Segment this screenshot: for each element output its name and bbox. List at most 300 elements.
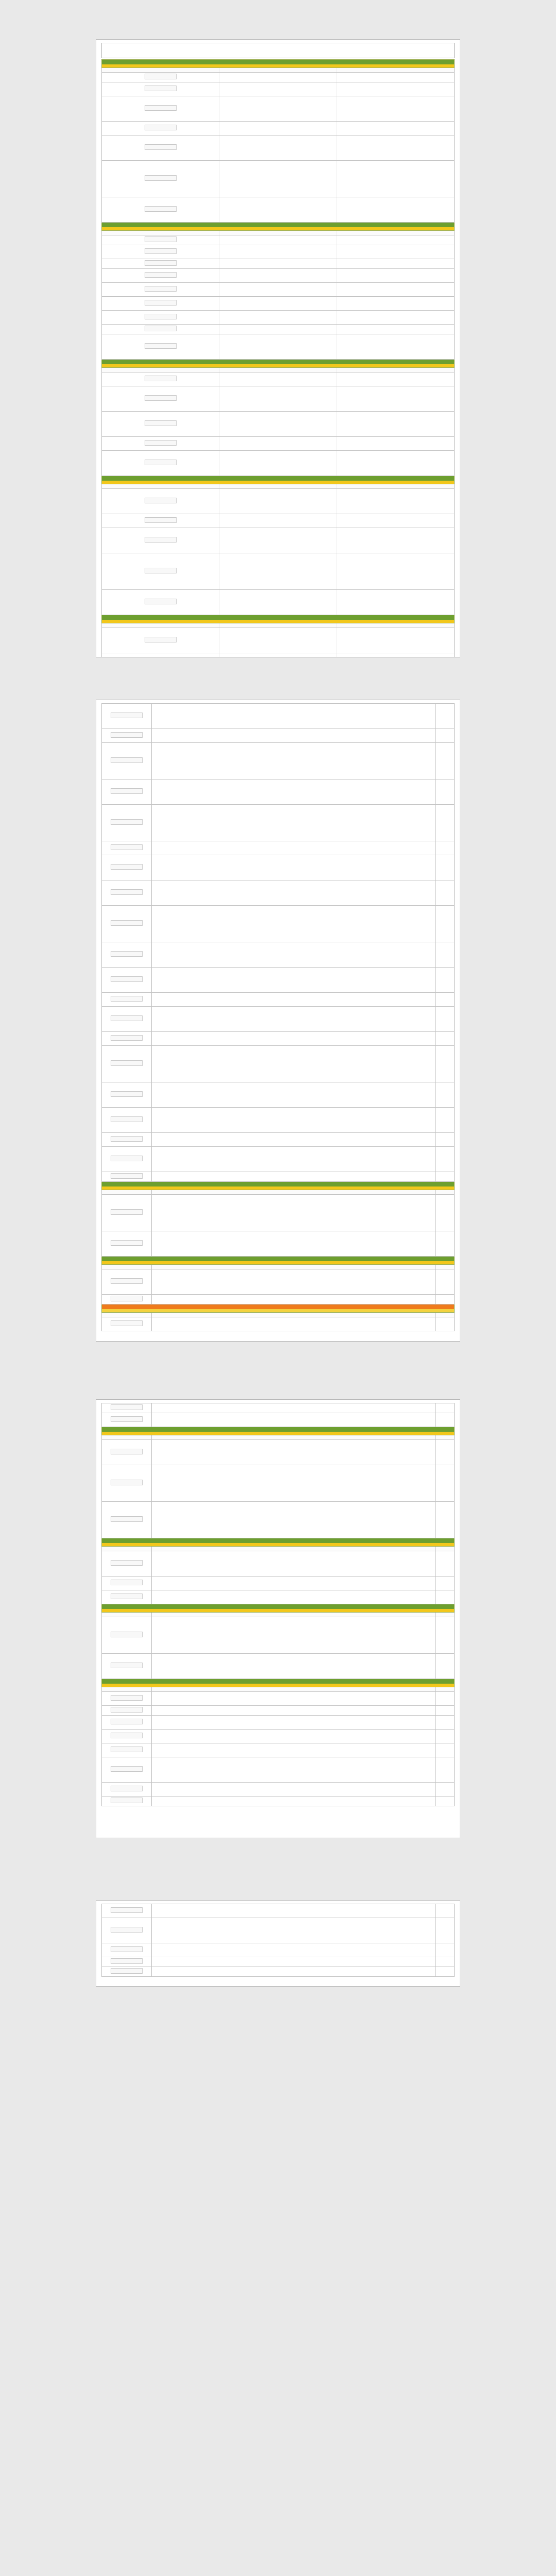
table-row: [102, 1943, 455, 1957]
row-description: [219, 283, 337, 297]
row-number: [337, 528, 454, 553]
row-price: [111, 788, 143, 794]
column-header-row: [102, 1265, 455, 1269]
row-number: [436, 1706, 455, 1716]
row-description: [152, 1590, 436, 1604]
table-row: [102, 1413, 455, 1427]
row-description: [152, 1743, 436, 1757]
row-price: [111, 1240, 143, 1246]
section-header-cell: [102, 60, 455, 68]
row-price-cell: [102, 437, 219, 451]
column-header-description: [152, 1313, 436, 1317]
section-header-cell: [102, 1304, 455, 1313]
table-row: [102, 729, 455, 743]
row-price-cell: [102, 1716, 152, 1730]
table-row: [102, 1465, 455, 1502]
row-number: [436, 906, 455, 942]
table-row: [102, 269, 455, 283]
table-row: [102, 311, 455, 325]
row-description: [152, 1551, 436, 1577]
row-price: [111, 1580, 143, 1585]
row-price-cell: [102, 311, 219, 325]
table-row: [102, 553, 455, 590]
row-price-cell: [102, 1590, 152, 1604]
row-number: [337, 325, 454, 334]
row-description: [219, 372, 337, 386]
section-subtitle: [102, 1543, 454, 1546]
row-number: [337, 489, 454, 514]
row-price-cell: [102, 259, 219, 269]
column-header-price: [102, 1313, 152, 1317]
section-header: [102, 1427, 455, 1435]
table-row: [102, 122, 455, 135]
row-price: [145, 314, 177, 319]
row-price-cell: [102, 553, 219, 590]
table-row: [102, 855, 455, 880]
table-row: [102, 1654, 455, 1679]
row-price-cell: [102, 82, 219, 96]
section-header: [102, 360, 455, 368]
table-row: [102, 1730, 455, 1743]
section-header: [102, 1304, 455, 1313]
table-row: [102, 1617, 455, 1654]
row-number: [436, 1577, 455, 1590]
row-price: [145, 376, 177, 381]
row-number: [337, 437, 454, 451]
row-number: [337, 311, 454, 325]
section-title: [102, 615, 454, 620]
row-description: [219, 386, 337, 412]
section-subtitle: [102, 1684, 454, 1687]
row-description: [152, 1730, 436, 1743]
row-number: [436, 1413, 455, 1427]
page-4: [96, 1900, 460, 1987]
row-description: [152, 1577, 436, 1590]
row-description: [219, 334, 337, 360]
price-table-3: [101, 1403, 455, 1806]
row-price-cell: [102, 245, 219, 259]
section-title: [102, 1604, 454, 1609]
column-header-row: [102, 484, 455, 489]
section-subtitle: [102, 1187, 454, 1190]
row-price: [145, 440, 177, 446]
row-price-cell: [102, 325, 219, 334]
row-description: [219, 451, 337, 476]
row-number: [436, 779, 455, 805]
column-header-number: [337, 231, 454, 235]
section-header: [102, 615, 455, 623]
row-price: [111, 996, 143, 1002]
row-description: [152, 1783, 436, 1797]
table-row: [102, 993, 455, 1007]
column-header-number: [337, 68, 454, 73]
row-number: [337, 451, 454, 476]
row-number: [436, 1082, 455, 1108]
row-number: [337, 514, 454, 528]
row-description: [152, 1295, 436, 1304]
row-number: [436, 729, 455, 743]
row-price: [145, 175, 177, 181]
document-subtitle: [104, 49, 452, 54]
column-header-row: [102, 1547, 455, 1551]
table-row: [102, 1172, 455, 1182]
row-description: [219, 197, 337, 223]
row-price: [111, 1015, 143, 1021]
row-number: [337, 259, 454, 269]
row-number: [337, 386, 454, 412]
row-price-cell: [102, 1465, 152, 1502]
column-header-number: [436, 1547, 455, 1551]
table-row: [102, 942, 455, 968]
section-subtitle: [102, 1609, 454, 1612]
column-header-number: [436, 1265, 455, 1269]
row-price: [145, 460, 177, 465]
table-row: [102, 704, 455, 729]
row-price-cell: [102, 235, 219, 245]
table-row: [102, 1577, 455, 1590]
table-row: [102, 325, 455, 334]
column-header-row: [102, 623, 455, 628]
row-price: [145, 286, 177, 292]
table-row: [102, 1082, 455, 1108]
column-header-number: [337, 484, 454, 489]
row-price-cell: [102, 1440, 152, 1465]
row-price: [111, 1560, 143, 1566]
section-header-cell: [102, 360, 455, 368]
row-price: [111, 1968, 143, 1974]
row-price: [145, 300, 177, 306]
row-number: [436, 1133, 455, 1147]
table-row: [102, 1590, 455, 1604]
row-description: [219, 325, 337, 334]
row-price-cell: [102, 704, 152, 729]
row-description: [152, 1413, 436, 1427]
row-price: [111, 819, 143, 825]
row-number: [436, 1032, 455, 1046]
price-table-1: [101, 59, 455, 657]
row-description: [152, 805, 436, 841]
section-subtitle: [102, 1432, 454, 1435]
row-number: [436, 1317, 455, 1331]
row-price-cell: [102, 73, 219, 82]
column-header-price: [102, 1613, 152, 1617]
row-description: [152, 993, 436, 1007]
row-description: [219, 628, 337, 653]
row-number: [337, 412, 454, 437]
row-description: [152, 1943, 436, 1957]
row-price: [145, 236, 177, 242]
column-header-price: [102, 623, 219, 628]
row-description: [152, 841, 436, 855]
row-price: [111, 713, 143, 718]
table-row: [102, 334, 455, 360]
section-title: [102, 476, 454, 481]
section-header: [102, 1604, 455, 1613]
row-price: [145, 144, 177, 150]
column-header-price: [102, 1265, 152, 1269]
table-row: [102, 1046, 455, 1082]
section-header: [102, 223, 455, 231]
table-row: [102, 968, 455, 993]
row-price-cell: [102, 528, 219, 553]
table-row: [102, 1692, 455, 1706]
row-number: [436, 1743, 455, 1757]
row-number: [436, 1046, 455, 1082]
table-row: [102, 514, 455, 528]
row-price: [111, 1632, 143, 1637]
row-price-cell: [102, 1172, 152, 1182]
table-row: [102, 412, 455, 437]
table-row: [102, 96, 455, 122]
row-price: [145, 260, 177, 266]
row-number: [436, 1108, 455, 1133]
row-price: [111, 1320, 143, 1326]
row-description: [152, 743, 436, 779]
table-row: [102, 1403, 455, 1413]
row-number: [337, 96, 454, 122]
column-header-row: [102, 1313, 455, 1317]
row-number: [436, 1551, 455, 1577]
table-row: [102, 1147, 455, 1172]
row-price: [145, 86, 177, 91]
row-number: [337, 297, 454, 311]
row-price-cell: [102, 1295, 152, 1304]
table-row: [102, 880, 455, 906]
table-row: [102, 653, 455, 657]
row-number: [337, 235, 454, 245]
row-number: [436, 1502, 455, 1538]
column-header-description: [152, 1435, 436, 1440]
row-price: [145, 517, 177, 523]
section-title: [102, 1679, 454, 1684]
table-row: [102, 1195, 455, 1231]
row-number: [436, 1403, 455, 1413]
row-price-cell: [102, 1269, 152, 1295]
column-header-price: [102, 368, 219, 372]
table-row: [102, 1295, 455, 1304]
row-price: [111, 1695, 143, 1701]
row-description: [152, 729, 436, 743]
row-price-cell: [102, 451, 219, 476]
row-price: [111, 976, 143, 982]
row-price-cell: [102, 1551, 152, 1577]
document-title: [104, 45, 452, 49]
row-price-cell: [102, 412, 219, 437]
row-description: [152, 1032, 436, 1046]
table-row: [102, 1757, 455, 1783]
column-header-row: [102, 368, 455, 372]
row-number: [337, 653, 454, 657]
row-description: [152, 1502, 436, 1538]
row-description: [219, 653, 337, 657]
column-header-description: [219, 368, 337, 372]
row-description: [219, 135, 337, 161]
section-title: [102, 360, 454, 364]
section-subtitle: [102, 227, 454, 230]
row-price-cell: [102, 743, 152, 779]
row-description: [219, 412, 337, 437]
row-price-cell: [102, 1957, 152, 1967]
row-price: [111, 1136, 143, 1142]
section-title: [102, 1427, 454, 1432]
row-description: [152, 1617, 436, 1654]
table-row: [102, 841, 455, 855]
row-description: [152, 1706, 436, 1716]
row-description: [152, 1904, 436, 1918]
row-price-cell: [102, 1692, 152, 1706]
row-price-cell: [102, 269, 219, 283]
row-number: [436, 1692, 455, 1706]
table-row: [102, 1231, 455, 1257]
row-price: [111, 1060, 143, 1066]
row-price-cell: [102, 161, 219, 197]
row-number: [436, 1904, 455, 1918]
section-header: [102, 1257, 455, 1265]
page-2: [96, 700, 460, 1342]
column-header-description: [152, 1265, 436, 1269]
row-price: [111, 1480, 143, 1485]
row-price-cell: [102, 942, 152, 968]
row-price-cell: [102, 1797, 152, 1806]
column-header-row: [102, 1435, 455, 1440]
row-number: [436, 993, 455, 1007]
column-header-description: [219, 623, 337, 628]
section-header-cell: [102, 223, 455, 231]
row-number: [436, 743, 455, 779]
section-subtitle: [102, 620, 454, 623]
column-header-row: [102, 1190, 455, 1195]
row-price-cell: [102, 489, 219, 514]
row-price: [111, 1766, 143, 1772]
row-price-cell: [102, 514, 219, 528]
row-description: [152, 906, 436, 942]
row-price-cell: [102, 1918, 152, 1943]
section-subtitle: [102, 1261, 454, 1264]
table-row: [102, 628, 455, 653]
row-description: [219, 528, 337, 553]
column-header-price: [102, 1687, 152, 1692]
row-description: [219, 553, 337, 590]
column-header-number: [436, 1435, 455, 1440]
section-subtitle: [102, 64, 454, 67]
row-price-cell: [102, 1577, 152, 1590]
column-header-number: [436, 1190, 455, 1195]
row-price: [145, 395, 177, 401]
row-number: [436, 968, 455, 993]
table-row: [102, 1957, 455, 1967]
row-number: [436, 855, 455, 880]
row-price: [145, 537, 177, 543]
price-table-4: [101, 1904, 455, 1977]
row-price: [145, 637, 177, 642]
row-description: [219, 82, 337, 96]
row-price-cell: [102, 1147, 152, 1172]
row-number: [436, 1967, 455, 1977]
row-price-cell: [102, 197, 219, 223]
row-price-cell: [102, 1032, 152, 1046]
row-description: [219, 489, 337, 514]
row-description: [152, 1918, 436, 1943]
table-row: [102, 1007, 455, 1032]
row-description: [219, 161, 337, 197]
table-row: [102, 590, 455, 615]
table-row: [102, 1317, 455, 1331]
row-price: [145, 105, 177, 111]
table-row: [102, 779, 455, 805]
row-number: [337, 553, 454, 590]
table-row: [102, 1133, 455, 1147]
row-number: [436, 1943, 455, 1957]
row-price-cell: [102, 1943, 152, 1957]
row-number: [337, 122, 454, 135]
row-description: [219, 297, 337, 311]
page-3: [96, 1399, 460, 1838]
column-header-number: [436, 1613, 455, 1617]
row-price-cell: [102, 1403, 152, 1413]
row-description: [219, 590, 337, 615]
row-description: [152, 968, 436, 993]
column-header-row: [102, 231, 455, 235]
row-price-cell: [102, 1133, 152, 1147]
row-description: [152, 1133, 436, 1147]
table-row: [102, 82, 455, 96]
row-number: [436, 880, 455, 906]
row-price-cell: [102, 1706, 152, 1716]
row-number: [436, 1440, 455, 1465]
row-price: [111, 844, 143, 850]
row-number: [337, 269, 454, 283]
section-header-cell: [102, 1182, 455, 1190]
row-description: [152, 1716, 436, 1730]
row-price: [145, 74, 177, 79]
row-price: [111, 1594, 143, 1599]
row-price-cell: [102, 1046, 152, 1082]
table-row: [102, 1918, 455, 1943]
row-description: [219, 122, 337, 135]
section-title: [102, 1304, 454, 1309]
row-price-cell: [102, 122, 219, 135]
table-row: [102, 805, 455, 841]
row-price-cell: [102, 1195, 152, 1231]
section-title: [102, 223, 454, 227]
column-header-price: [102, 231, 219, 235]
table-row: [102, 161, 455, 197]
row-price: [111, 1035, 143, 1041]
column-header-description: [219, 484, 337, 489]
row-number: [337, 283, 454, 297]
row-price-cell: [102, 1743, 152, 1757]
row-price: [111, 1719, 143, 1724]
row-price-cell: [102, 805, 152, 841]
section-header-cell: [102, 476, 455, 484]
table-row: [102, 1551, 455, 1577]
row-description: [219, 73, 337, 82]
column-header-price: [102, 68, 219, 73]
row-number: [337, 73, 454, 82]
row-price-cell: [102, 628, 219, 653]
row-price: [111, 1707, 143, 1713]
row-price: [111, 1404, 143, 1410]
row-description: [219, 259, 337, 269]
row-price: [111, 1516, 143, 1522]
section-subtitle: [102, 364, 454, 367]
row-description: [152, 880, 436, 906]
row-price: [111, 1449, 143, 1454]
section-header-cell: [102, 1257, 455, 1265]
row-number: [337, 334, 454, 360]
table-row: [102, 1904, 455, 1918]
column-header-description: [219, 231, 337, 235]
